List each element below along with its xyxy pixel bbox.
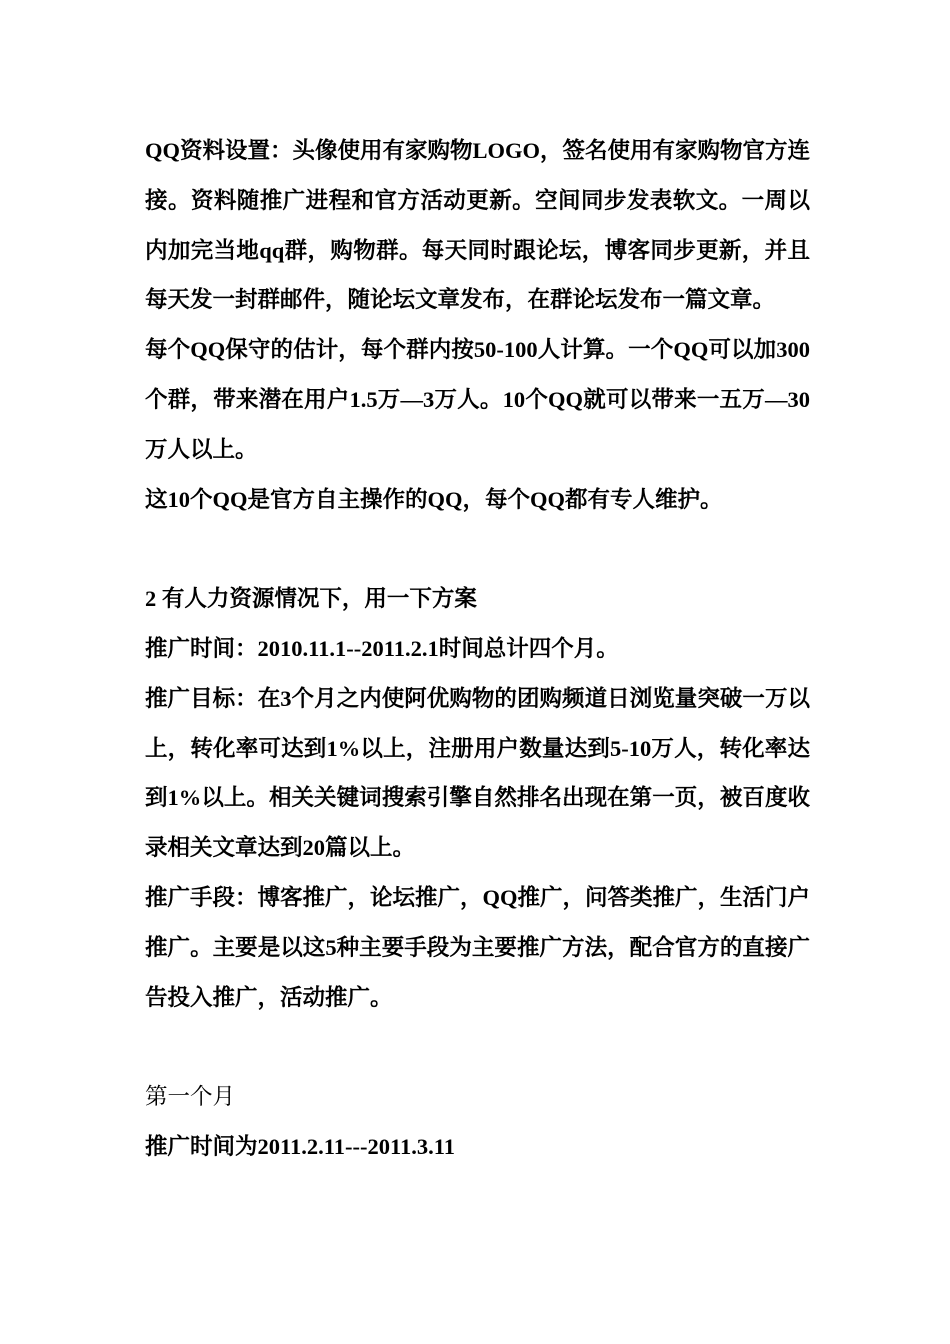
blank-line [145, 1022, 810, 1072]
paragraph-promo-means: 推广手段：博客推广，论坛推广，QQ推广，问答类推广，生活门户推广。主要是以这5种主要手段为主要推广方法，配合官方的直接广告投入推广，活动推广。 [145, 884, 811, 1010]
paragraph-qq-operation: 这10个QQ是官方自主操作的QQ，每个QQ都有专人维护。 [145, 486, 723, 512]
section-heading-hr-plan: 2 有人力资源情况下，用一下方案 [145, 586, 477, 612]
paragraph-qq-profile: QQ资料设置：头像使用有家购物LOGO，签名使用有家购物官方连接。资料随推广进程和官方活动更新。空间同步发表软文。一周以内加完当地qq群，购物群。每天同时跟论坛，博客同步更新，并且每天发一封群邮件，随论坛文章发布，在群论坛发布一篇文章。 [145, 138, 811, 313]
paragraph-first-month-time: 推广时间为2011.2.11---2011.3.11 [145, 1133, 456, 1159]
blank-line [145, 524, 810, 574]
document-page [145, 126, 810, 1172]
section-heading-first-month: 第一个月 [145, 1084, 236, 1110]
paragraph-promo-goal: 推广目标：在3个月之内使阿优购物的团购频道日浏览量突破一万以上，转化率可达到1%以上，注册用户数量达到5-10万人，转化率达到1%以上。相关关键词搜索引擎自然排名出现在第一页，被百度收录相关文章达到20篇以上。 [145, 685, 810, 861]
paragraph-promo-time: 推广时间：2010.11.1--2011.2.1时间总计四个月。 [145, 635, 619, 661]
paragraph-qq-estimate: 每个QQ保守的估计，每个群内按50-100人计算。一个QQ可以加300个群，带来潜在用户1.5万—3万人。10个QQ就可以带来一五万—30万人以上。 [145, 337, 810, 462]
